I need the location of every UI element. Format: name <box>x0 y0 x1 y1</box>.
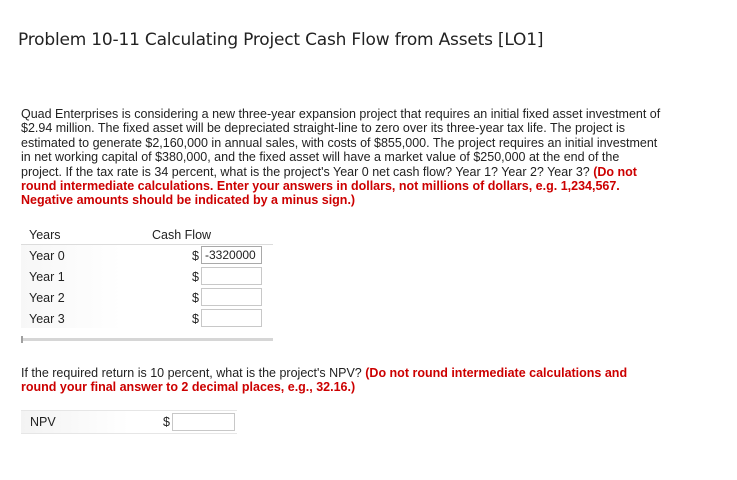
row-label: Year 3 <box>29 312 65 326</box>
column-header-years: Years <box>29 228 61 242</box>
row-label: Year 0 <box>29 249 65 263</box>
year-3-cash-flow-input[interactable] <box>201 309 262 327</box>
dollar-sign: $ <box>192 312 199 326</box>
npv-question <box>21 366 661 395</box>
year-0-cash-flow-input[interactable]: -3320000 <box>201 246 262 264</box>
npv-answer-row <box>21 410 237 434</box>
dollar-sign: $ <box>192 249 199 263</box>
table-divider-cap <box>21 336 23 343</box>
npv-question-body: If the required return is 10 percent, what is the project's NPV? <box>21 366 362 380</box>
problem-instruction: (Do not round intermediate calculations. Enter your answers in dollars, not millions of dollars, e.g. 1,234,567. Negative amounts should be indicated by a minus sign.) <box>21 164 637 208</box>
dollar-sign: $ <box>192 291 199 305</box>
table-row-year-3 <box>21 309 273 329</box>
table-row-year-0 <box>21 246 273 266</box>
table-divider <box>21 338 273 341</box>
table-row-year-1 <box>21 267 273 287</box>
row-label: Year 2 <box>29 291 65 305</box>
npv-question-instruction: (Do not round intermediate calculations and round your final answer to 2 decimal places, e.g., 32.16.) <box>21 366 628 395</box>
dollar-sign: $ <box>163 415 170 429</box>
dollar-sign: $ <box>192 270 199 284</box>
npv-input[interactable] <box>172 413 235 431</box>
cash-flow-table <box>21 226 273 328</box>
page-title: Problem 10-11 Calculating Project Cash Flow from Assets [LO1] <box>18 30 544 50</box>
column-header-cash-flow: Cash Flow <box>152 228 212 242</box>
year-2-cash-flow-input[interactable] <box>201 288 262 306</box>
table-header <box>21 226 273 245</box>
npv-label: NPV <box>30 415 56 429</box>
row-label: Year 1 <box>29 270 65 284</box>
problem-statement <box>21 107 661 208</box>
year-1-cash-flow-input[interactable] <box>201 267 262 285</box>
problem-body: Quad Enterprises is considering a new three-year expansion project that requires an initial fixed asset investment of $2.94 million. The fixed asset will be depreciated straight-line to zero over its three-year tax life. The project is estimated to generate $2,160,000 in annual sales, with costs of $855,000. The project requires an initial investment in net working capital of $380,000, and the fixed asset will have a market value of $250,000 at the end of the project. If the tax rate is 34 percent, what is the project's Year 0 net cash flow? Year 1? Year 2? Year 3? <box>21 107 661 179</box>
table-row-year-2 <box>21 288 273 308</box>
